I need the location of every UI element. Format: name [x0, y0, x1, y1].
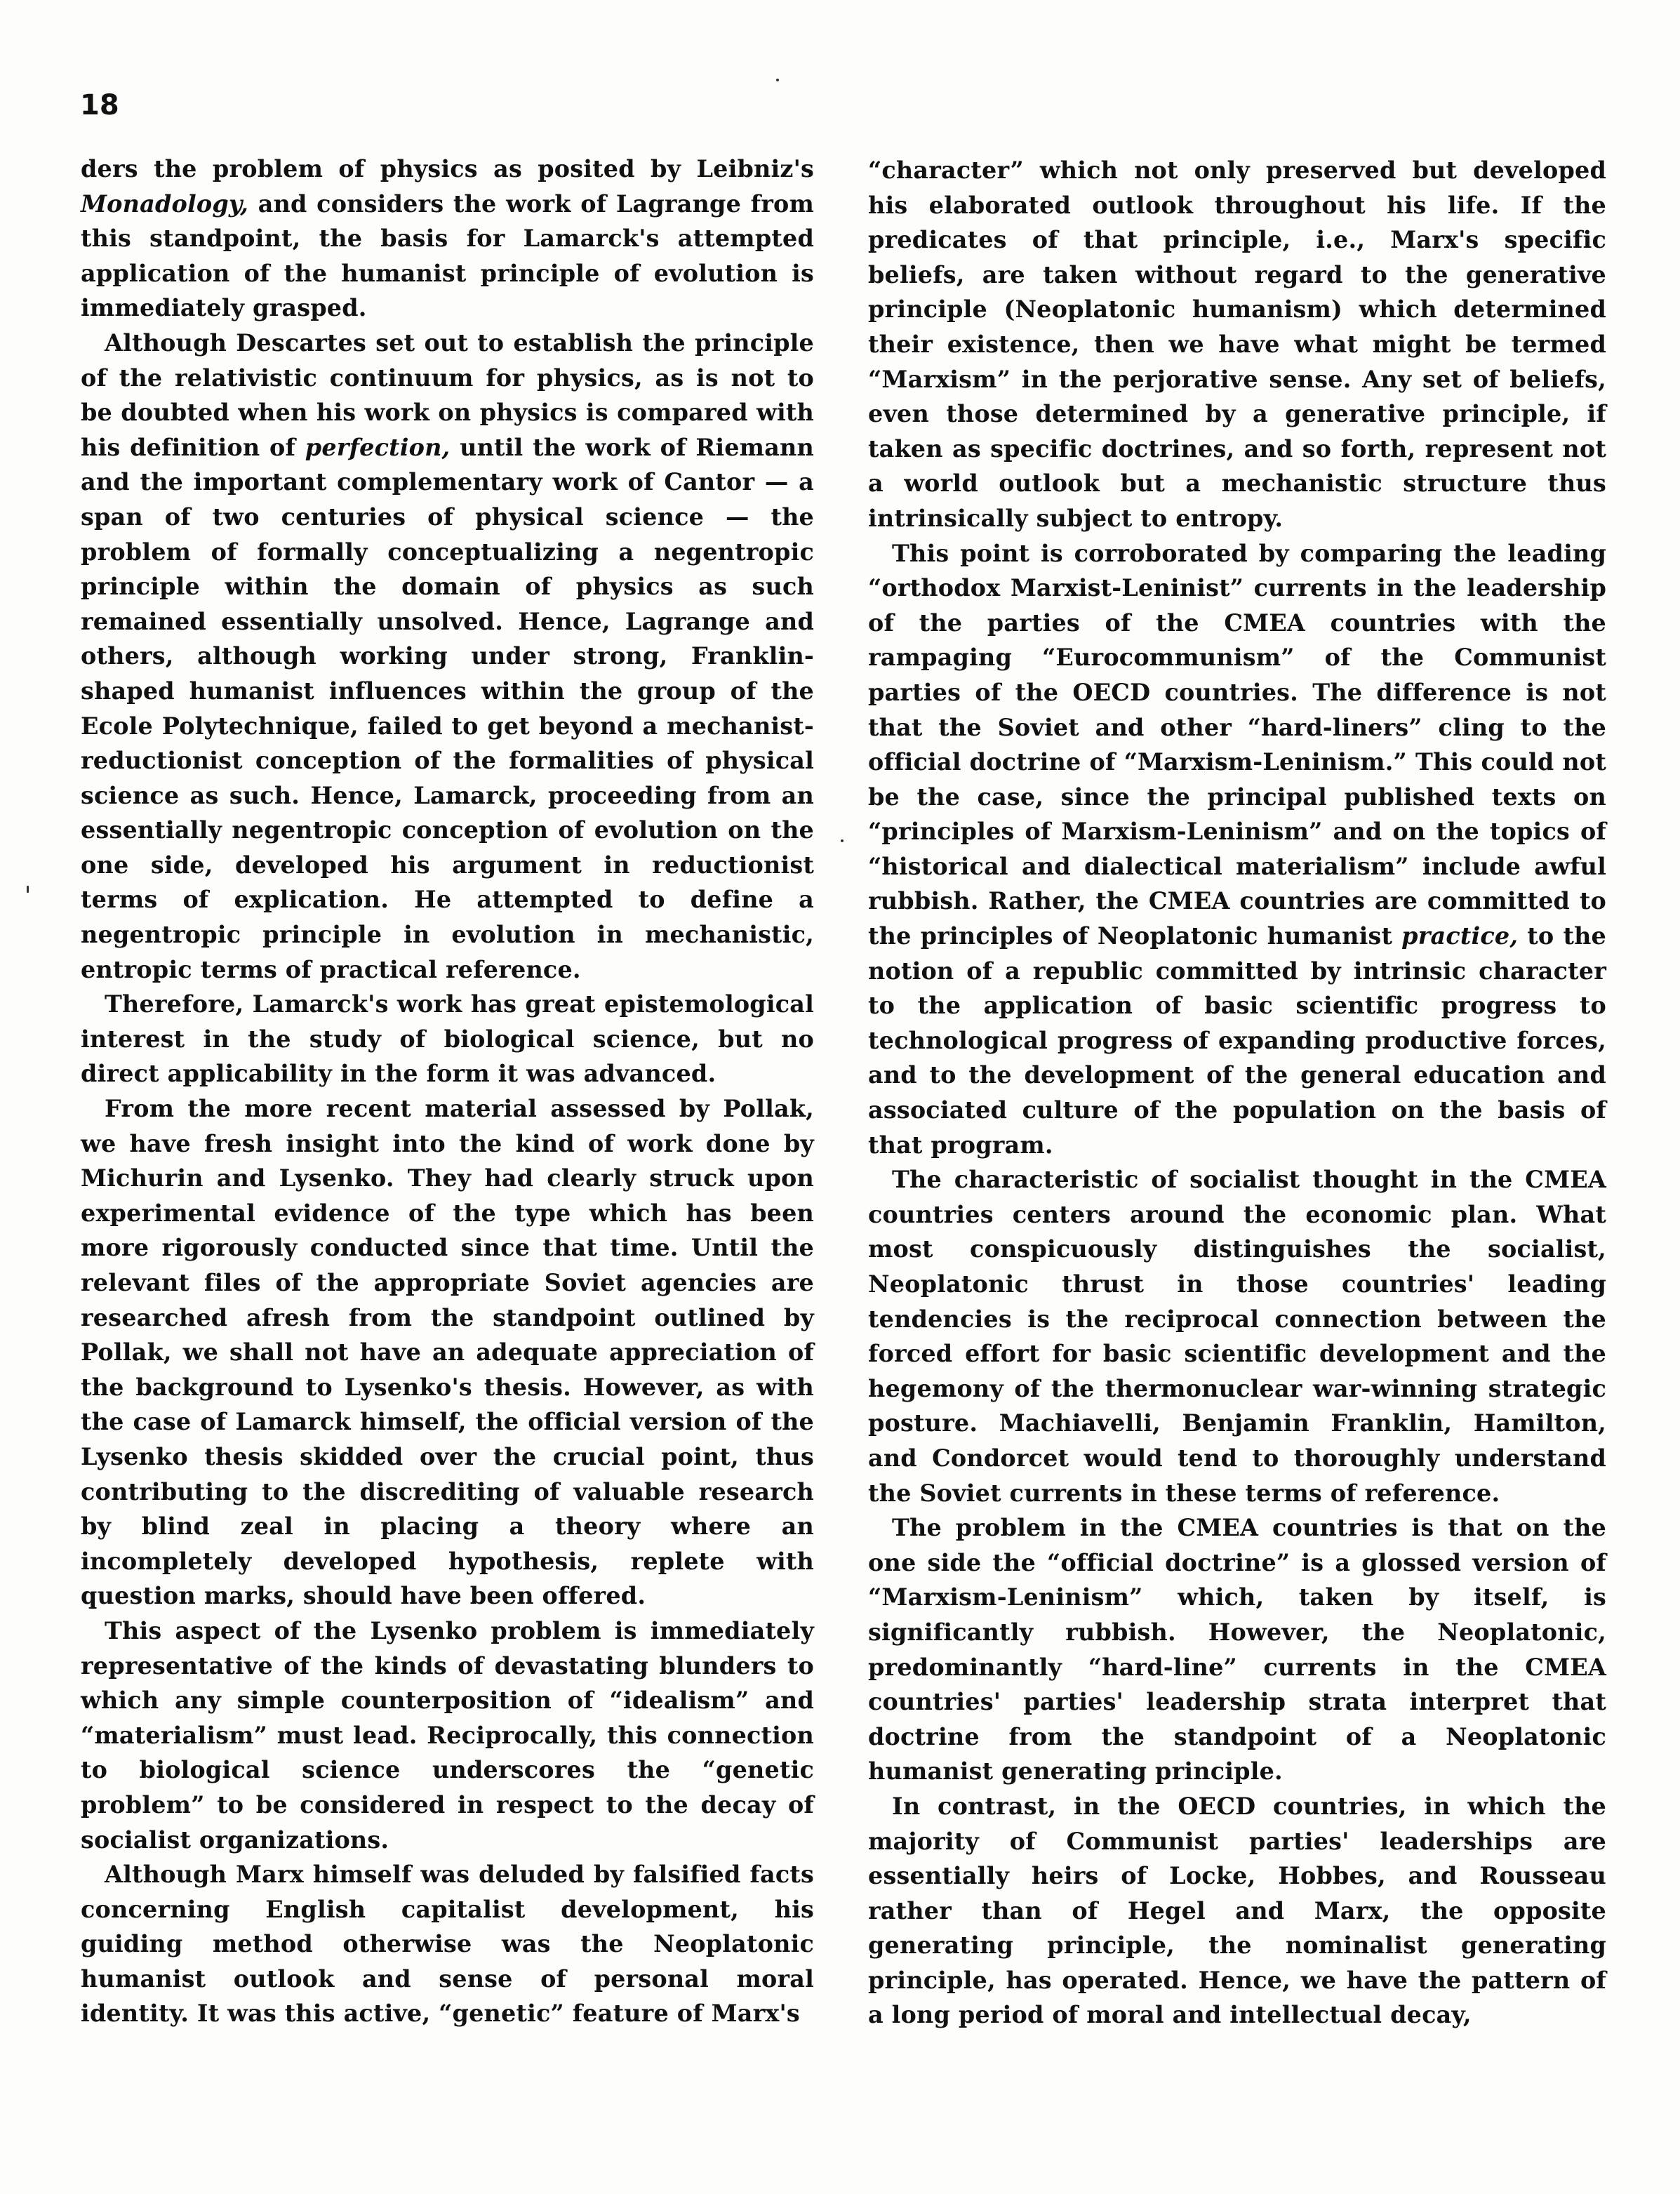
text-run: This aspect of the Lysenko problem is immediately representative of the kinds of devastating blunders to which any simple counterposition of “idealism” and “materialism” must lead. Reciprocally, this connection to biological science underscores the “genetic problem” to be considered in respect to the decay of socialist organizations. — [81, 1616, 814, 1854]
italic-text: Monadology, — [81, 190, 249, 218]
paragraph — [81, 1857, 814, 2031]
paragraph — [868, 1162, 1606, 1510]
text-run: and considers the work of Lagrange from this standpoint, the basis for Lamarck's attempted application of the humanist principle of evolution is immediately grasped. — [81, 190, 814, 322]
page-number: 18 — [80, 89, 119, 121]
text-run: until the work of Riemann and the important complementary work of Cantor — a span of two centuries of physical science — the problem of formally conceptualizing a negentropic principle within the domain of physics as such remained essentially unsolved. Hence, Lagrange and others, although working under strong, Franklin-shaped humanist influences within the group of the Ecole Polytechnique, failed to get beyond a mechanist-reductionist conception of the formalities of physical science as such. Hence, Lamarck, proceeding from an essentially negentropic conception of evolution on the one side, developed his argument in reductionist terms of explication. He attempted to define a negentropic principle in evolution in mechanistic, entropic terms of practical reference. — [81, 433, 814, 983]
text-run: Therefore, Lamarck's work has great epistemological interest in the study of biological science, but no direct applicability in the form it was advanced. — [81, 990, 814, 1088]
paragraph — [81, 1091, 814, 1614]
text-run: to the notion of a republic committed by intrinsic character to the application of basic scientific progress to technological progress of expanding productive forces, and to the development of the general education and associated culture of the population on the basis of that program. — [868, 922, 1606, 1159]
text-run: In contrast, in the OECD countries, in which the majority of Communist parties' leaderships are essentially heirs of Locke, Hobbes, and Rousseau rather than of Hegel and Marx, the opposite generating principle, the nominalist generating principle, has operated. Hence, we have the pattern of a long period of moral and intellectual decay, — [868, 1792, 1606, 2029]
italic-text: practice, — [1401, 922, 1519, 950]
scan-speck — [27, 886, 29, 893]
text-run: This point is corroborated by comparing the leading “orthodox Marxist-Leninist” currents in the leadership of the parties of the CMEA countries with the rampaging “Eurocommunism” of the Communist parties of the OECD countries. The difference is not that the Soviet and other “hard-liners” cling to the official doctrine of “Marxism-Leninism.” This could not be the case, since the principal published texts on “principles of Marxism-Leninism” and on the topics of “historical and dialectical materialism” include awful rubbish. Rather, the CMEA countries are committed to the principles of Neoplatonic humanist — [868, 539, 1606, 950]
scan-speck — [841, 839, 844, 842]
paragraph — [81, 152, 814, 326]
italic-text: perfection, — [305, 433, 451, 461]
text-run: ders the problem of physics as posited by Leibniz's — [81, 155, 814, 182]
text-run: The problem in the CMEA countries is that on the one side the “official doctrine” is a glossed version of “Marxism-Leninism” which, taken by itself, is significantly rubbish. However, the Neoplatonic, predominantly “hard-line” currents in the CMEA countries' parties' leadership strata interpret that doctrine from the standpoint of a Neoplatonic humanist generating principle. — [868, 1514, 1606, 1786]
text-run: “character” which not only preserved but developed his elaborated outlook throughout his life. If the predicates of that principle, i.e., Marx's specific beliefs, are taken without regard to the generative principle (Neoplatonic humanism) which determined their existence, then we have what might be termed “Marxism” in the perjorative sense. Any set of beliefs, even those determined by a generative principle, if taken as specific doctrines, and so forth, represent not a world outlook but a mechanistic structure thus intrinsically subject to entropy. — [868, 157, 1606, 532]
paragraph — [868, 153, 1606, 536]
paragraph — [868, 1510, 1606, 1789]
text-run: The characteristic of socialist thought in the CMEA countries centers around the economic plan. What most conspicuously distinguishes the socialist, Neoplatonic thrust in those countries' leading tendencies is the reciprocal connection between the forced effort for basic scientific development and the hegemony of the thermonuclear war-winning strategic posture. Machiavelli, Benjamin Franklin, Hamilton, and Condorcet would tend to thoroughly understand the Soviet currents in these terms of reference. — [868, 1166, 1606, 1507]
text-run: Although Descartes set out to establish the principle of the relativistic continuum for physics, as is not to be doubted when his work on physics is compared with his definition of — [81, 328, 814, 461]
scan-speck — [776, 79, 779, 81]
text-run: Although Marx himself was deluded by falsified facts concerning English capitalist development, his guiding method otherwise was the Neoplatonic humanist outlook and sense of personal moral identity. It was this active, “genetic” feature of Marx's — [81, 1861, 814, 2028]
paragraph — [81, 987, 814, 1091]
paragraph — [868, 1789, 1606, 2033]
paragraph — [81, 1614, 814, 1857]
left-column — [81, 152, 814, 2031]
right-column — [868, 153, 1606, 2033]
paragraph — [868, 536, 1606, 1163]
text-run: From the more recent material assessed by Pollak, we have fresh insight into the kind of work done by Michurin and Lysenko. They had clearly struck upon experimental evidence of the type which has been more rigorously conducted since that time. Until the relevant files of the appropriate Soviet agencies are researched afresh from the standpoint outlined by Pollak, we shall not have an adequate appreciation of the background to Lysenko's thesis. However, as with the case of Lamarck himself, the official version of the Lysenko thesis skidded over the crucial point, thus contributing to the discrediting of valuable research by blind zeal in placing a theory where an incompletely developed hypothesis, replete with question marks, should have been offered. — [81, 1095, 814, 1610]
paragraph — [81, 326, 814, 987]
